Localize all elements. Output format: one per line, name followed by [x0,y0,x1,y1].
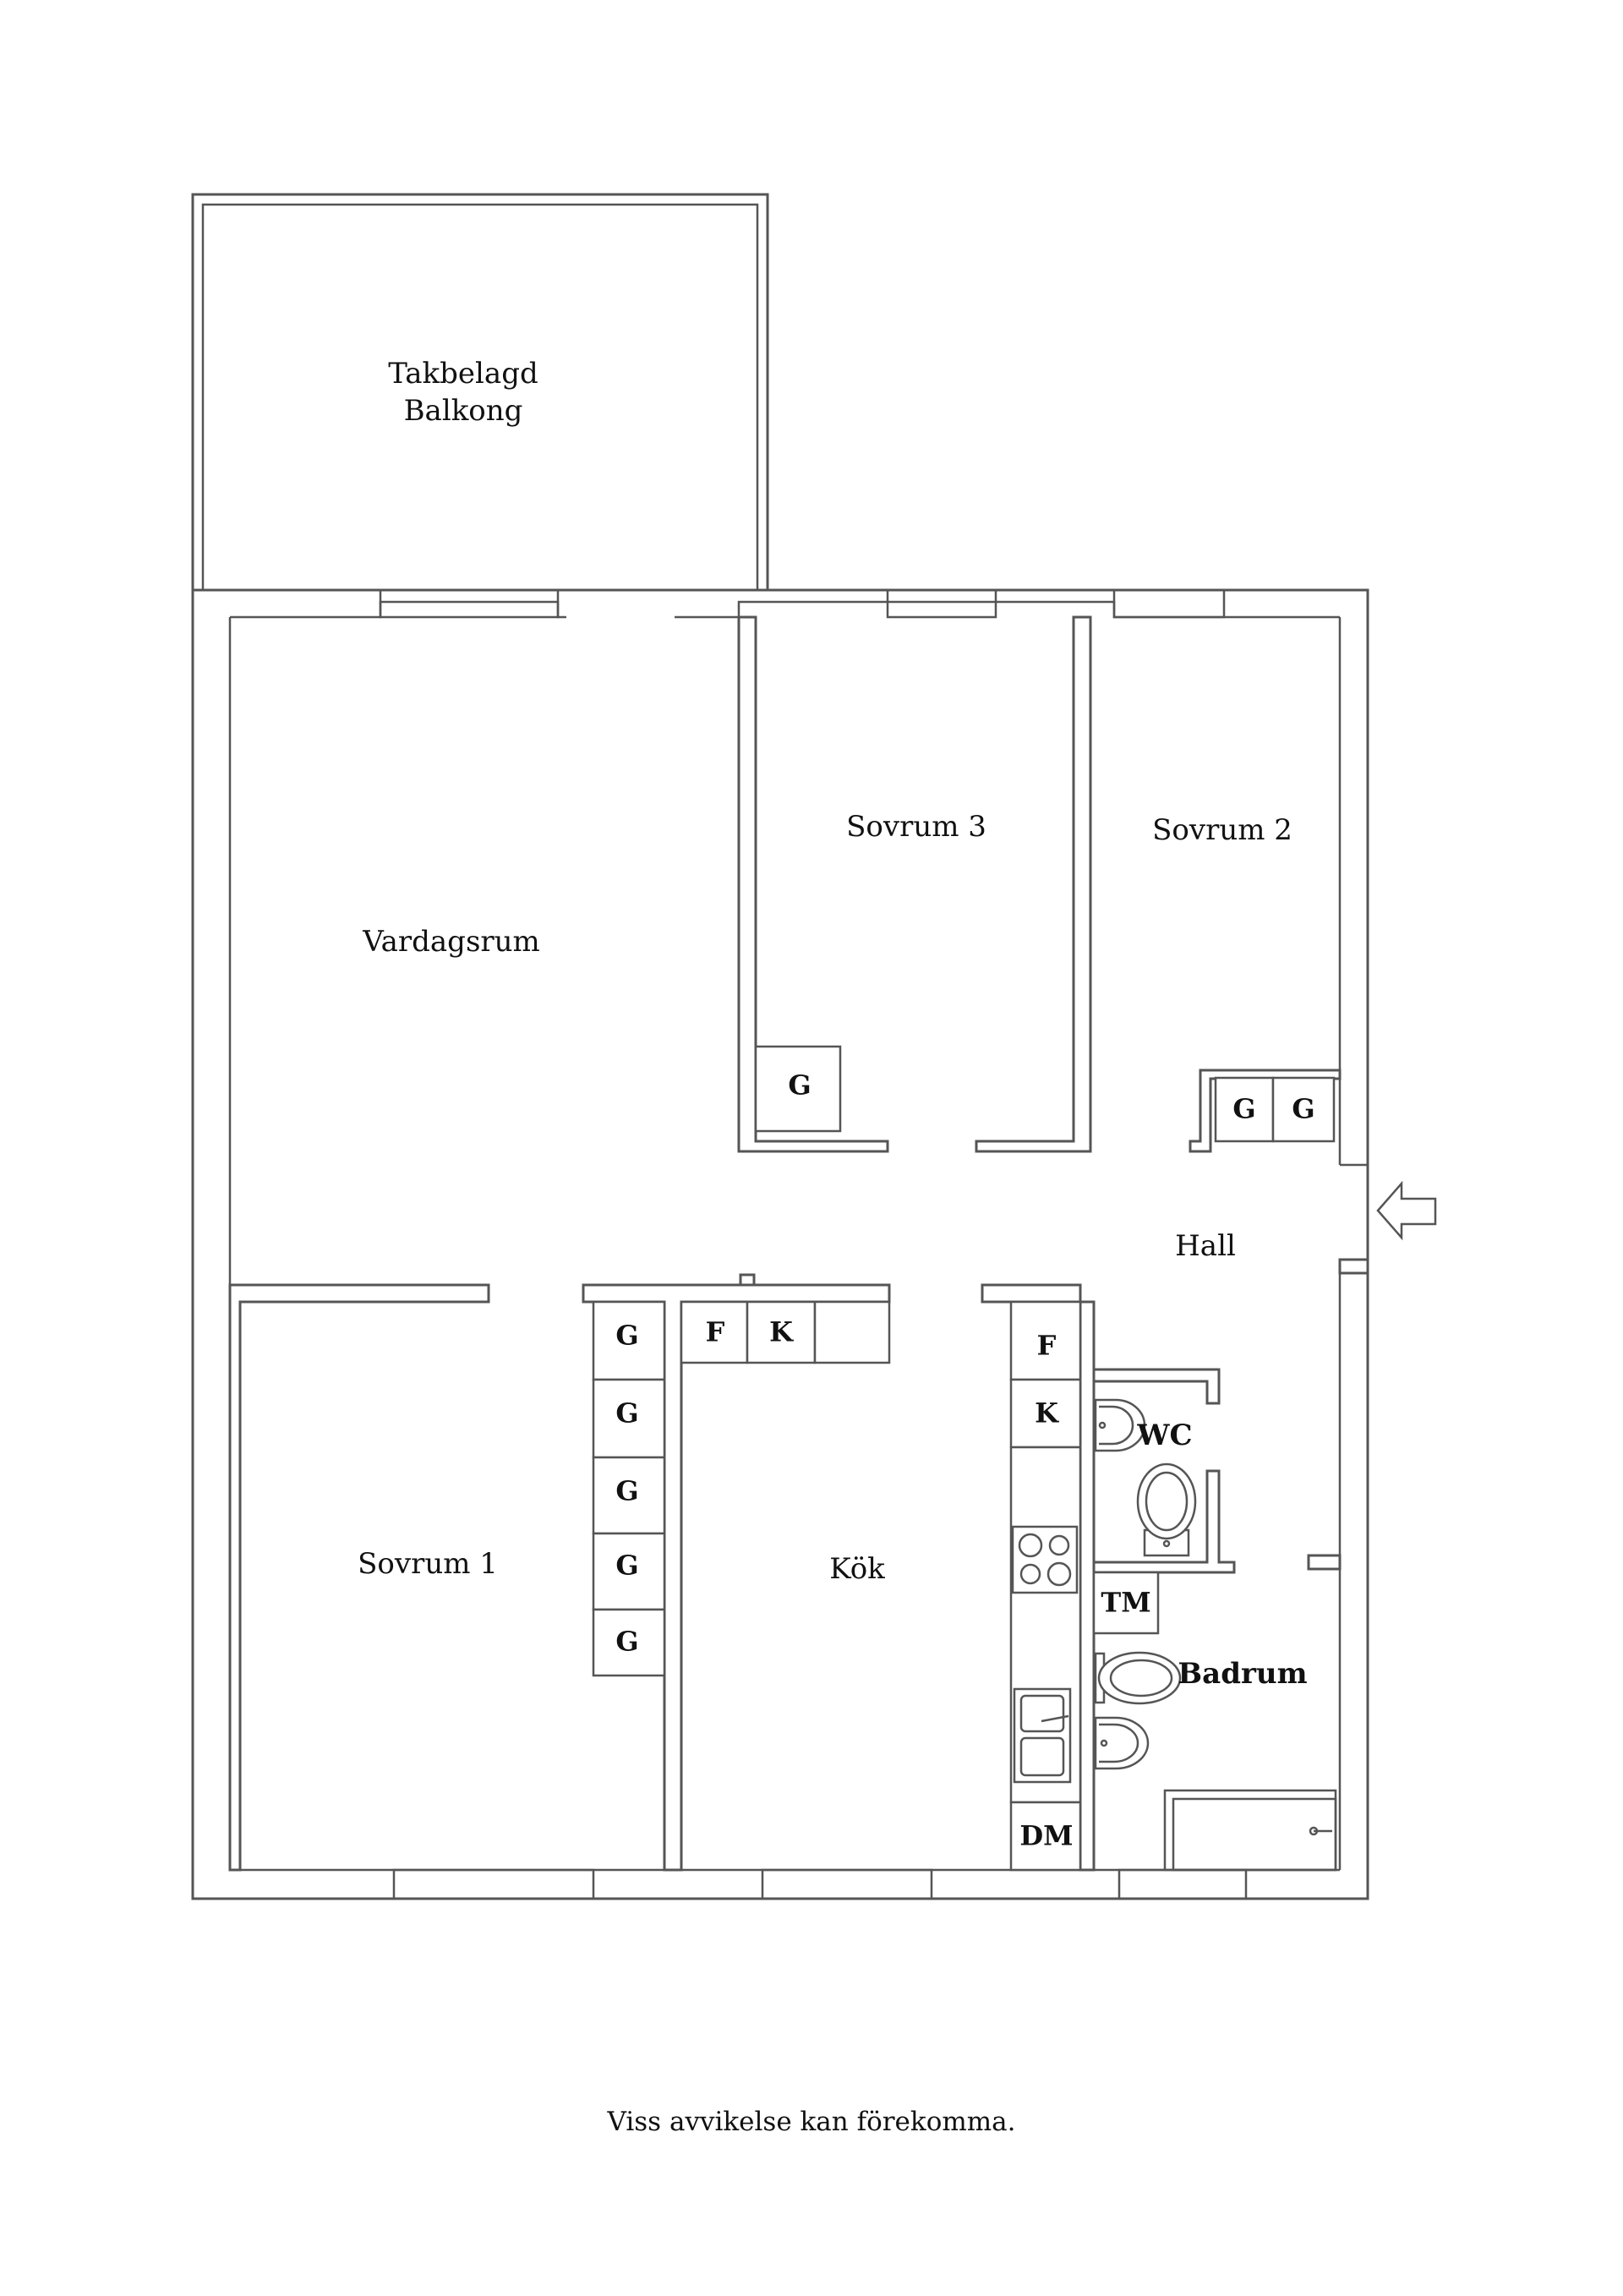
disclaimer-text: Viss avvikelse kan förekomma. [607,2107,1016,2137]
wardrobe-label-bedroom2-b: G [1292,1092,1315,1125]
fridge-label-side: K [1035,1397,1058,1430]
wardrobe-label-bedroom3: G [788,1069,812,1102]
balcony [193,194,768,590]
wardrobe-label-bedroom1-c: G [615,1474,639,1507]
wc-label: WC [1137,1419,1193,1452]
entrance-arrow-icon [1378,1184,1435,1238]
bathroom-washbasin-icon [1096,1718,1148,1768]
dryer-label: TM [1101,1586,1151,1619]
wardrobe-label-bedroom2-a: G [1232,1092,1256,1125]
hall-label: Hall [1175,1229,1236,1263]
balcony-label-line2: Balkong [403,394,523,428]
freezer-label-side: F [1036,1329,1057,1362]
wc-toilet-icon [1138,1464,1195,1555]
kitchen-label: Kök [829,1552,885,1586]
wardrobe-label-bedroom1-b: G [615,1397,639,1430]
freezer-label-top: F [705,1315,725,1348]
wardrobe-label-bedroom1-a: G [615,1319,639,1352]
bedroom1-label: Sovrum 1 [358,1547,498,1581]
wardrobe-label-bedroom1-d: G [615,1549,639,1582]
bathroom-label: Badrum [1178,1657,1308,1691]
dishwasher-label: DM [1019,1819,1074,1852]
bedroom3-label: Sovrum 3 [846,810,986,844]
balcony-label-line1: Takbelagd [388,357,538,391]
fridge-label-top: K [769,1315,793,1348]
sink-icon [1014,1689,1070,1782]
wardrobe-label-bedroom1-e: G [615,1625,639,1658]
bedroom2-label: Sovrum 2 [1152,813,1292,847]
stove-icon [1013,1527,1077,1593]
living-room-label: Vardagsrum [363,925,540,959]
